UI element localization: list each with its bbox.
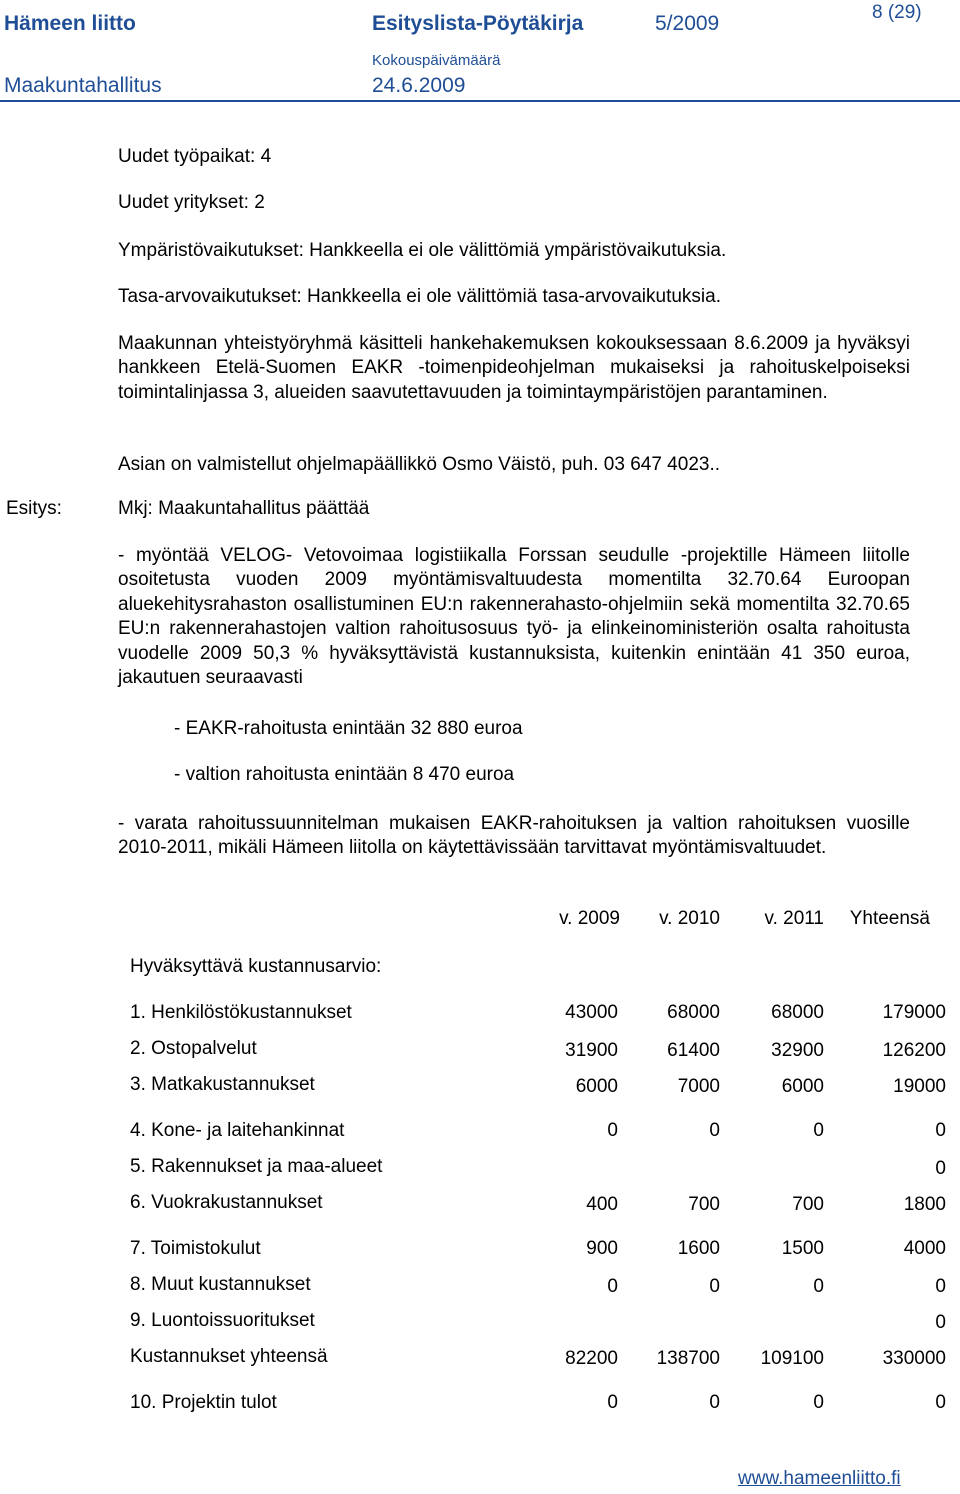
eakr-funding: - EAKR-rahoitusta enintään 32 880 euroa <box>174 718 523 739</box>
cell-total: 126200 <box>882 1040 946 1061</box>
cell-2010: 0 <box>709 1392 720 1413</box>
cell-total: 0 <box>935 1392 946 1413</box>
cell-total: 0 <box>935 1276 946 1297</box>
cell-2011: 0 <box>813 1120 824 1141</box>
row-label: 1. Henkilöstökustannukset <box>130 1002 352 1023</box>
cell-2011: 6000 <box>781 1076 824 1097</box>
row-label: Kustannukset yhteensä <box>130 1346 328 1367</box>
body-name: Maakuntahallitus <box>4 74 162 97</box>
website-link[interactable]: www.hameenliitto.fi <box>738 1468 901 1489</box>
column-header: v. 2009 <box>559 908 620 929</box>
cell-2011: 32900 <box>771 1040 824 1061</box>
row-label: 5. Rakennukset ja maa-alueet <box>130 1156 383 1177</box>
cooperation-group-paragraph: Maakunnan yhteistyöryhmä käsitteli hankehakemuksen kokouksessaan 8.6.2009 ja hyväksyi hankkeen Etelä-Suomen EAKR -toimenpideohjelman mukaiseksi ja rahoituskelpoiseksi toimintalinjassa 3, alueiden saavutettavuuden ja toimintaympäristöjen parantaminen. <box>118 333 910 403</box>
row-label: 3. Matkakustannukset <box>130 1074 315 1095</box>
environmental-impacts: Ympäristövaikutukset: Hankkeella ei ole välittömiä ympäristövaikutuksia. <box>118 240 727 261</box>
cell-total: 4000 <box>903 1238 946 1259</box>
cell-2009: 0 <box>607 1392 618 1413</box>
row-label: 10. Projektin tulot <box>130 1392 277 1413</box>
cell-2009: 0 <box>607 1120 618 1141</box>
cell-2009: 43000 <box>565 1002 618 1023</box>
new-jobs: Uudet työpaikat: 4 <box>118 146 272 167</box>
state-funding: - valtion rahoitusta enintään 8 470 euroa <box>174 764 515 785</box>
column-header: Yhteensä <box>849 908 930 929</box>
cell-2009: 900 <box>586 1238 618 1259</box>
grant-paragraph: - myöntää VELOG- Vetovoimaa logistiikalla Forssan seudulle -projektille Hämeen liitolle osoitetusta vuoden 2009 myöntämisvaltuudesta momentilta 32.70.64 Euroopan aluekehitysrahaston osallistuminen EU:n rakennerahasto-ohjelmiin sekä momentilta 32.70.65 EU:n rakennerahastojen valtion rahoitusosuus työ- ja elinkeinoministeriön osalta rahoitusta vuodelle 2009 50,3 % hyväksyttävistä kustannuksista, kuitenkin enintään 41 350 euroa, jakautuen seuraavasti <box>118 545 910 689</box>
cell-2011: 700 <box>792 1194 824 1215</box>
cell-2010: 0 <box>709 1120 720 1141</box>
proposal-heading: Mkj: Maakuntahallitus päättää <box>118 498 370 519</box>
column-header: v. 2011 <box>764 908 824 929</box>
document-type: Esityslista-Pöytäkirja <box>372 12 584 35</box>
cell-2010: 7000 <box>677 1076 720 1097</box>
equality-impacts: Tasa-arvovaikutukset: Hankkeella ei ole välittömiä tasa-arvovaikutuksia. <box>118 286 721 307</box>
column-header: v. 2010 <box>659 908 720 929</box>
row-label: 8. Muut kustannukset <box>130 1274 311 1295</box>
cell-total: 330000 <box>882 1348 946 1369</box>
cell-2009: 82200 <box>565 1348 618 1369</box>
meeting-date: 24.6.2009 <box>372 74 466 97</box>
cell-2011: 0 <box>813 1392 824 1413</box>
cell-2009: 0 <box>607 1276 618 1297</box>
header-divider <box>0 100 960 102</box>
cell-total: 19000 <box>893 1076 946 1097</box>
row-label: 9. Luontoissuoritukset <box>130 1310 315 1331</box>
cell-2010: 61400 <box>667 1040 720 1061</box>
cell-total: 0 <box>935 1120 946 1141</box>
organization-name: Hämeen liitto <box>4 12 136 35</box>
cell-total: 0 <box>935 1158 946 1179</box>
cell-2011: 1500 <box>781 1238 824 1259</box>
proposal-label: Esitys: <box>6 498 62 519</box>
cell-total: 0 <box>935 1312 946 1333</box>
row-label: 2. Ostopalvelut <box>130 1038 257 1059</box>
cell-total: 179000 <box>882 1002 946 1023</box>
document-number: 5/2009 <box>655 12 720 35</box>
cell-2011: 109100 <box>760 1348 824 1369</box>
cell-2010: 138700 <box>656 1348 720 1369</box>
row-label: 7. Toimistokulut <box>130 1238 261 1259</box>
new-companies: Uudet yritykset: 2 <box>118 192 265 213</box>
cell-2010: 700 <box>688 1194 720 1215</box>
cell-2011: 68000 <box>771 1002 824 1023</box>
meeting-date-label: Kokouspäivämäärä <box>372 52 501 69</box>
row-label: 4. Kone- ja laitehankinnat <box>130 1120 345 1141</box>
reserve-paragraph: - varata rahoitussuunnitelman mukaisen EAKR-rahoituksen ja valtion rahoituksen vuosille 2010-2011, mikäli Hämeen liitolla on käytettävissään tarvittavat myöntämisvaltuudet. <box>118 813 910 859</box>
cell-2011: 0 <box>813 1276 824 1297</box>
prepared-by: Asian on valmistellut ohjelmapäällikkö Osmo Väistö, puh. 03 647 4023.. <box>118 454 721 475</box>
cell-2009: 6000 <box>575 1076 618 1097</box>
cell-2009: 400 <box>586 1194 618 1215</box>
cell-total: 1800 <box>903 1194 946 1215</box>
cell-2010: 68000 <box>667 1002 720 1023</box>
cost-table-title: Hyväksyttävä kustannusarvio: <box>130 956 382 977</box>
cell-2010: 0 <box>709 1276 720 1297</box>
cell-2009: 31900 <box>565 1040 618 1061</box>
page-number: 8 (29) <box>872 2 922 23</box>
cell-2010: 1600 <box>677 1238 720 1259</box>
row-label: 6. Vuokrakustannukset <box>130 1192 323 1213</box>
